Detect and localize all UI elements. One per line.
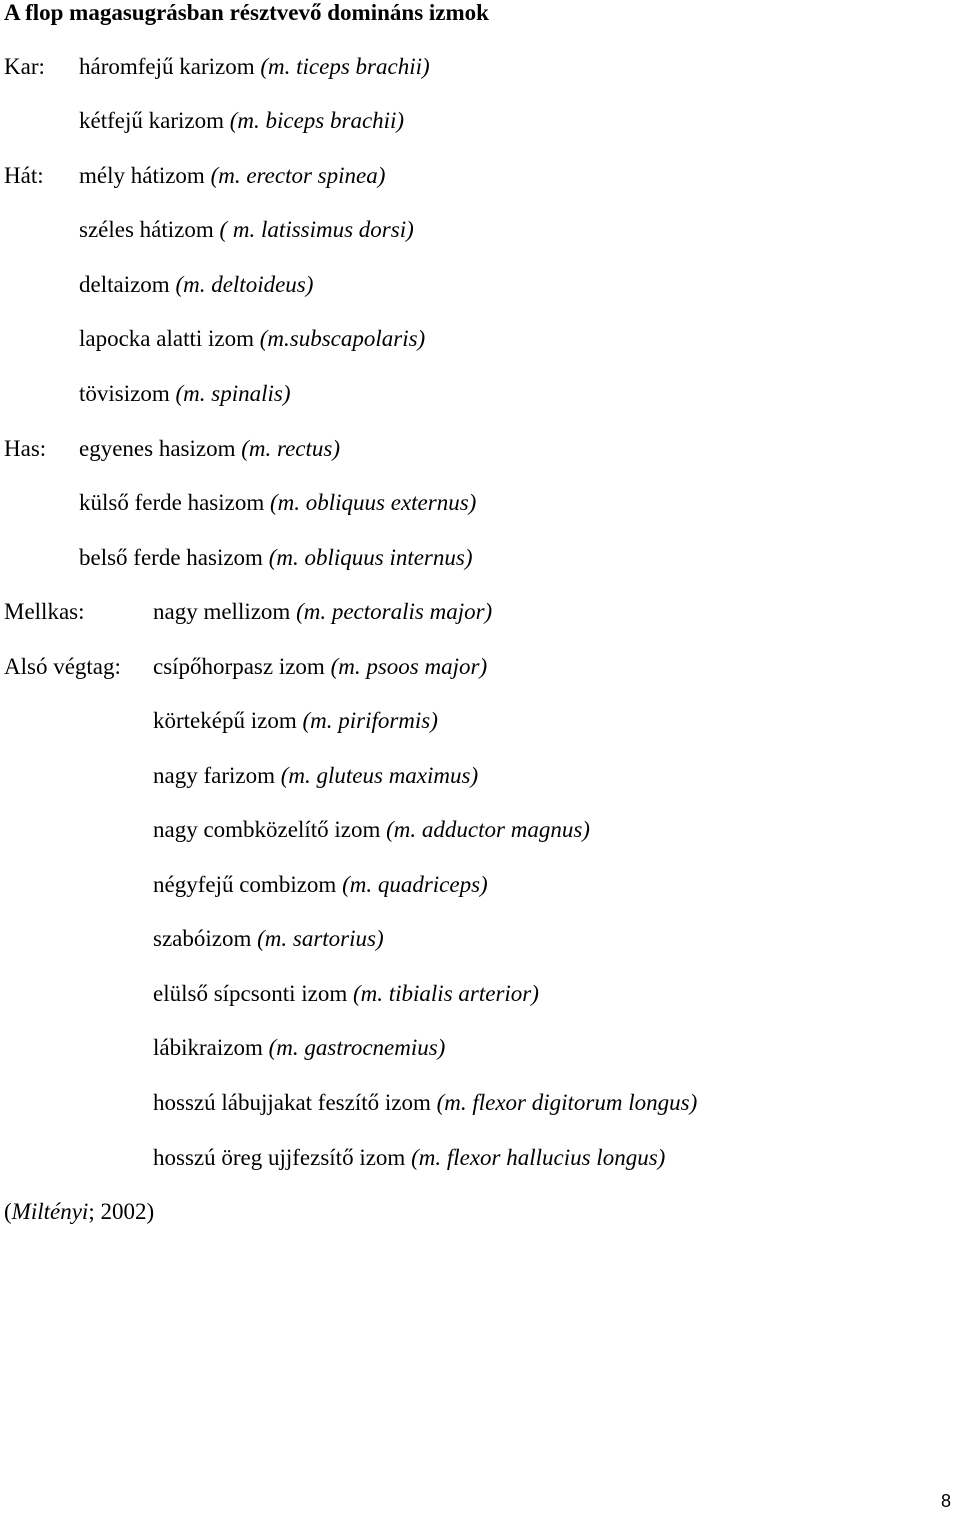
latin-name: (m. ticeps brachii) <box>260 54 430 79</box>
latin-name: (m. erector spinea) <box>210 163 386 188</box>
citation-author: Miltényi <box>11 1199 89 1224</box>
muscle-entry <box>79 324 425 354</box>
muscle-entry <box>79 106 404 136</box>
muscle-entry <box>79 215 414 245</box>
latin-name: (m. deltoideus) <box>175 272 314 297</box>
region-label: Alsó végtag: <box>4 654 121 679</box>
muscle-name: kétfejű karizom <box>79 108 230 133</box>
muscle-name: széles hátizom <box>79 217 220 242</box>
latin-name: (m. spinalis) <box>175 381 291 406</box>
region-label: Kar: <box>4 54 45 79</box>
muscle-entry <box>153 1033 445 1063</box>
muscle-name: nagy mellizom <box>153 599 297 624</box>
muscle-entry <box>79 379 290 409</box>
latin-name: (m.subscapolaris) <box>259 326 426 351</box>
muscle-name: elülső sípcsonti izom <box>153 981 353 1006</box>
citation-open: ( <box>4 1199 12 1224</box>
muscle-name: belső ferde hasizom <box>79 545 269 570</box>
muscle-entry <box>153 597 492 627</box>
muscle-entry <box>79 270 313 300</box>
muscle-entry <box>153 1088 697 1118</box>
latin-name: ( m. latissimus dorsi) <box>219 217 414 242</box>
muscle-name: deltaizom <box>79 272 176 297</box>
muscle-entry <box>153 652 487 682</box>
muscle-entry <box>153 979 539 1009</box>
muscle-entry <box>153 1143 665 1173</box>
muscle-name: nagy farizom <box>153 763 281 788</box>
muscle-name: négyfejű combizom <box>153 872 343 897</box>
page-number: 8 <box>940 1491 951 1511</box>
muscle-name: nagy combközelítő izom <box>153 817 387 842</box>
muscle-entry <box>79 488 476 518</box>
muscle-name: háromfejű karizom <box>79 54 261 79</box>
muscle-entry <box>79 161 385 191</box>
muscle-entry <box>153 870 488 900</box>
muscle-entry <box>153 761 478 791</box>
muscle-name: körteképű izom <box>153 708 303 733</box>
muscle-name: lábikraizom <box>153 1035 269 1060</box>
latin-name: (m. gluteus maximus) <box>280 763 479 788</box>
latin-name: (m. obliquus externus) <box>269 490 477 515</box>
latin-name: (m. tibialis arterior) <box>352 981 539 1006</box>
page-title: A flop magasugrásban résztvevő domináns izmok <box>4 0 489 25</box>
latin-name: (m. biceps brachii) <box>229 108 405 133</box>
muscle-name: szabóizom <box>153 926 258 951</box>
muscle-name: egyenes hasizom <box>79 436 242 461</box>
muscle-name: csípőhorpasz izom <box>153 654 331 679</box>
muscle-name: mély hátizom <box>79 163 211 188</box>
muscle-name: tövisizom <box>79 381 176 406</box>
latin-name: (m. rectus) <box>241 436 341 461</box>
muscle-name: lapocka alatti izom <box>79 326 260 351</box>
latin-name: (m. pectoralis major) <box>296 599 493 624</box>
latin-name: (m. psoos major) <box>330 654 488 679</box>
latin-name: (m. obliquus internus) <box>268 545 473 570</box>
muscle-entry <box>153 815 590 845</box>
citation <box>4 1197 154 1227</box>
citation-rest: ; 2002) <box>88 1199 155 1224</box>
latin-name: (m. flexor digitorum longus) <box>436 1090 698 1115</box>
latin-name: (m. piriformis) <box>302 708 438 733</box>
muscle-entry <box>153 924 384 954</box>
latin-name: (m. sartorius) <box>257 926 384 951</box>
region-label: Hát: <box>4 163 44 188</box>
muscle-name: hosszú öreg ujjfezsítő izom <box>153 1145 412 1170</box>
region-label: Mellkas: <box>4 599 85 624</box>
muscle-name: külső ferde hasizom <box>79 490 270 515</box>
latin-name: (m. quadriceps) <box>342 872 488 897</box>
muscle-entry <box>153 706 438 736</box>
muscle-entry <box>79 52 430 82</box>
latin-name: (m. gastrocnemius) <box>268 1035 446 1060</box>
latin-name: (m. adductor magnus) <box>386 817 590 842</box>
muscle-entry <box>79 543 473 573</box>
region-label: Has: <box>4 436 47 461</box>
muscle-entry <box>79 434 340 464</box>
latin-name: (m. flexor hallucius longus) <box>411 1145 666 1170</box>
muscle-name: hosszú lábujjakat feszítő izom <box>153 1090 437 1115</box>
